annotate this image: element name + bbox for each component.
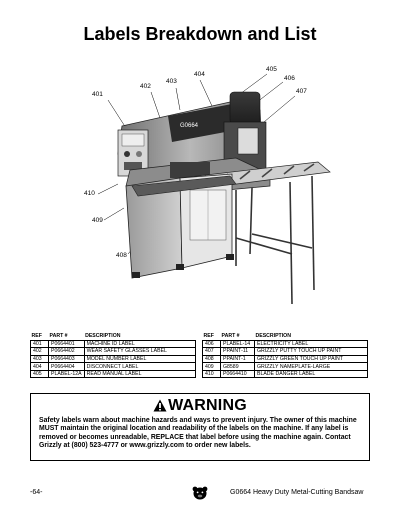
callout-409: 409 — [92, 217, 103, 224]
cell-ref: 403 — [31, 355, 49, 363]
cell-desc: MACHINE ID LABEL — [84, 340, 195, 348]
table-header-row — [203, 331, 368, 340]
table-row — [203, 370, 368, 378]
cell-desc: GRIZZLY NAMEPLATE-LARGE — [255, 363, 368, 371]
cell-ref: 406 — [203, 340, 221, 348]
col-ref-header: REF — [203, 332, 214, 339]
col-part-header: PART # — [49, 332, 68, 339]
grizzly-bear-logo — [192, 486, 208, 500]
callout-401: 401 — [92, 91, 103, 98]
page-title: Labels Breakdown and List — [83, 24, 317, 44]
cell-part: P0664401 — [49, 340, 85, 348]
page-number: -64- — [30, 489, 43, 496]
cell-desc: WEAR SAFETY GLASSES LABEL — [84, 348, 195, 356]
manual-title: G0664 Heavy Duty Metal-Cutting Bandsaw — [230, 489, 364, 496]
cell-desc: GRIZZLY PUTTY TOUCH UP PAINT — [255, 348, 368, 356]
col-desc-header: DESCRIPTION — [255, 332, 291, 339]
table-row — [31, 370, 196, 378]
cell-part: PLABEL-12A — [49, 370, 85, 378]
callout-408: 408 — [116, 252, 127, 259]
table-row — [203, 348, 368, 356]
cell-desc: DISCONNECT LABEL — [84, 363, 195, 371]
cell-part: P0664410 — [221, 370, 255, 378]
callout-402: 402 — [140, 83, 151, 90]
cell-part: PPAINT-11 — [221, 348, 255, 356]
cell-desc: READ MANUAL LABEL — [84, 370, 195, 378]
table-row — [203, 363, 368, 371]
col-part-header: PART # — [221, 332, 240, 339]
cell-part: PLABEL-14 — [221, 340, 255, 348]
table-row — [31, 363, 196, 371]
table-row — [203, 340, 368, 348]
callout-404: 404 — [194, 71, 205, 78]
cell-ref: 409 — [203, 363, 221, 371]
warning-triangle-icon — [153, 399, 167, 417]
cell-desc: MODEL NUMBER LABEL — [84, 355, 195, 363]
table-row — [31, 355, 196, 363]
cell-desc: BLADE DANGER LABEL — [255, 370, 368, 378]
parts-table-left — [30, 331, 196, 378]
cell-part: PPAINT-1 — [221, 355, 255, 363]
callout-405: 405 — [266, 66, 277, 73]
warning-box — [30, 393, 370, 461]
callout-410: 410 — [84, 190, 95, 197]
cell-ref: 410 — [203, 370, 221, 378]
parts-table-right — [202, 331, 368, 378]
cell-part: P0664403 — [49, 355, 85, 363]
cell-ref: 402 — [31, 348, 49, 356]
callout-403: 403 — [166, 78, 177, 85]
warning-heading-text: WARNING — [168, 397, 247, 414]
col-ref-header: REF — [31, 332, 42, 339]
callout-407: 407 — [296, 88, 307, 95]
bandsaw-illustration — [0, 58, 400, 328]
cell-part: P0664404 — [49, 363, 85, 371]
cell-ref: 408 — [203, 355, 221, 363]
warning-heading — [31, 397, 369, 417]
cell-desc: ELECTRICITY LABEL — [255, 340, 368, 348]
callout-406: 406 — [284, 75, 295, 82]
cell-desc: GRIZZLY GREEN TOUCH UP PAINT — [255, 355, 368, 363]
table-row — [31, 348, 196, 356]
machine-badge: G0664 — [180, 123, 199, 129]
table-header-row — [31, 331, 196, 340]
cell-ref: 401 — [31, 340, 49, 348]
col-desc-header: DESCRIPTION — [85, 332, 121, 339]
table-row — [203, 355, 368, 363]
warning-text: Safety labels warn about machine hazards and ways to prevent injury. The owner of this machine MUST maintain the original location and readability of the labels on the machine. If any label is removed or becomes unreadable, REPLACE that label before using the machine again. Contact Grizzly at (800) 523-4777 or www.grizzly.com to order new labels. — [39, 417, 357, 450]
cell-ref: 404 — [31, 363, 49, 371]
table-row — [31, 340, 196, 348]
cell-part: P0664402 — [49, 348, 85, 356]
cell-part: G8589 — [221, 363, 255, 371]
cell-ref: 405 — [31, 370, 49, 378]
machine-figure — [0, 58, 400, 328]
cell-ref: 407 — [203, 348, 221, 356]
